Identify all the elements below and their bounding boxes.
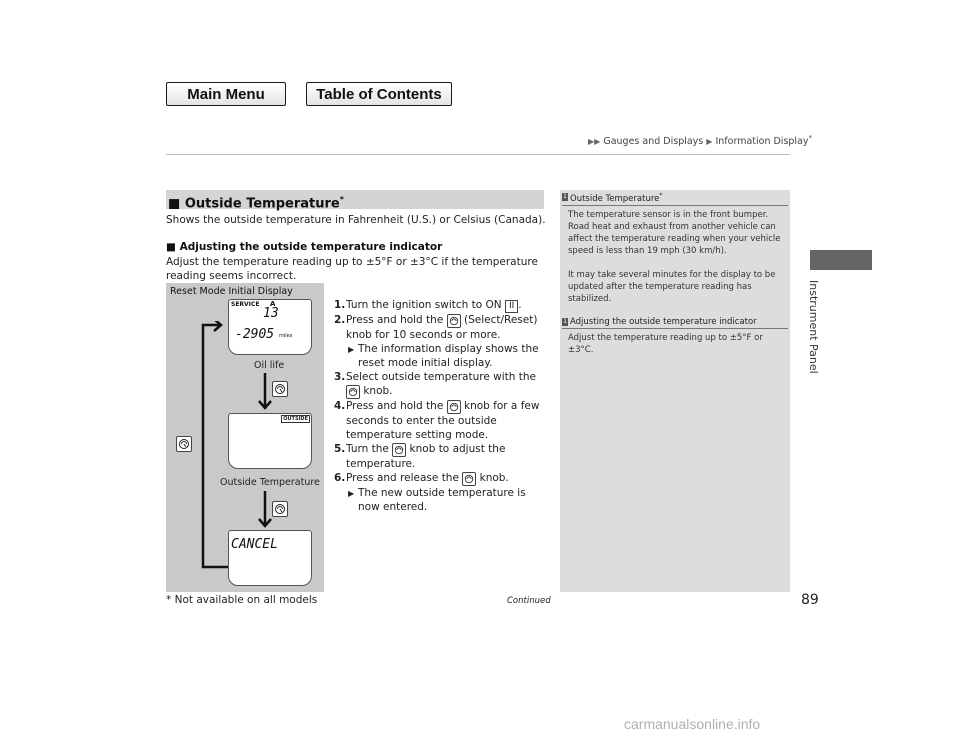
step-2: [334, 313, 549, 342]
step-6-result: [334, 486, 549, 514]
step-3: [334, 370, 549, 399]
ignition-on-key: II: [505, 300, 518, 313]
side-tab-marker: [810, 250, 872, 270]
page-number: 89: [801, 592, 819, 608]
step-text: Turn the: [346, 443, 389, 455]
step-text: Press and hold the: [346, 400, 444, 412]
subsection-text: Adjust the temperature reading up to ±5°F or ±3°C if the temperature reading seems incorrect.: [166, 256, 538, 282]
note-1-body: [560, 206, 790, 305]
section-asterisk: *: [339, 195, 344, 204]
square-bullet-icon: ■: [166, 241, 176, 253]
step-2-result: [334, 342, 549, 370]
note-paragraph: It may take several minutes for the display to be updated after the temperature reading has stabilized.: [568, 269, 776, 304]
main-menu-button[interactable]: Main Menu: [166, 82, 286, 106]
note-2-title: [562, 317, 788, 329]
step-6: [334, 471, 549, 486]
subsection-heading: [166, 241, 442, 253]
result-arrow-icon: ▶: [348, 345, 355, 354]
note-2-body: [560, 329, 790, 356]
note-title-text: Adjusting the outside temperature indicator: [570, 316, 757, 327]
step-text: knob.: [479, 472, 509, 484]
diagram-title: Reset Mode Initial Display: [170, 286, 293, 297]
step-text: (Select/Reset) knob for 10 seconds or more.: [346, 314, 538, 341]
note-paragraph: Adjust the temperature reading up to ±5°F or ±3°C.: [568, 332, 763, 355]
note-title-text: Outside Temperature: [570, 193, 660, 204]
step-number: 6.: [334, 472, 346, 484]
breadcrumb-arrow-icon: ▶: [706, 137, 713, 147]
lcd-cancel-text: CANCEL: [231, 537, 278, 552]
step-text: Press and release the: [346, 472, 459, 484]
note-marker-icon: 1: [563, 317, 567, 325]
step-number: 5.: [334, 443, 346, 455]
step-number: 3.: [334, 371, 346, 383]
step-number: 4.: [334, 400, 346, 412]
table-of-contents-button[interactable]: Table of Contents: [306, 82, 452, 106]
notes-panel: [560, 190, 790, 592]
step-result-text: The new outside temperature is now entered.: [358, 487, 526, 513]
step-text: knob.: [363, 385, 393, 397]
step-text: .: [518, 299, 522, 311]
step-4: [334, 399, 549, 442]
continued-label: Continued: [507, 596, 551, 606]
select-reset-knob-icon: [447, 400, 461, 414]
watermark: carmanualsonline.info: [624, 716, 761, 732]
select-reset-knob-icon: [462, 472, 476, 486]
display-screen-cancel: [228, 530, 312, 586]
loop-arrow-icon: [194, 321, 228, 569]
note-marker-icon: 1: [563, 193, 567, 200]
step-text: Press and hold the: [346, 314, 444, 326]
lcd-service-code: A: [270, 300, 276, 308]
breadcrumb-arrow-icon: ▶▶: [588, 137, 601, 147]
section-heading: [166, 190, 544, 212]
select-reset-knob-icon: [447, 314, 461, 328]
lcd-service-label: SERVICE: [231, 301, 260, 308]
square-bullet-icon: ■: [168, 196, 181, 212]
result-arrow-icon: ▶: [348, 489, 355, 498]
step-text: knob for a few seconds to enter the outside temperature setting mode.: [346, 400, 540, 441]
note-1-title: [562, 192, 788, 206]
footnote: * Not available on all models: [166, 594, 318, 606]
procedure-steps: [334, 298, 549, 514]
breadcrumb-info-display-link[interactable]: Information Display: [715, 136, 809, 148]
select-reset-knob-icon: [392, 443, 406, 457]
header-divider: [166, 154, 790, 155]
step-text: Select outside temperature with the: [346, 371, 536, 383]
outside-temperature-label: Outside Temperature: [220, 477, 320, 488]
breadcrumb: [588, 134, 812, 147]
select-reset-knob-icon: [272, 501, 288, 517]
step-number: 1.: [334, 299, 346, 311]
display-diagram: [166, 283, 324, 592]
down-arrow-icon: [258, 373, 272, 411]
display-screen-outside-temp: [228, 413, 312, 469]
step-result-text: The information display shows the reset mode initial display.: [358, 343, 539, 369]
lcd-miles-unit: miles: [279, 333, 293, 339]
select-reset-knob-icon: [176, 436, 192, 452]
lcd-oil-value: 13: [263, 306, 279, 321]
step-1: [334, 298, 549, 313]
note-paragraph: The temperature sensor is in the front bumper. Road heat and exhaust from another vehicle can affect the temperature reading when your vehicle speed is less than 19 mph (30 km/h).: [568, 209, 781, 256]
breadcrumb-asterisk: *: [808, 134, 813, 142]
lcd-outside-tag: OUTSIDE: [283, 416, 308, 422]
side-section-label: Instrument Panel: [807, 280, 820, 374]
select-reset-knob-icon: [346, 385, 360, 399]
breadcrumb-gauges-link[interactable]: Gauges and Displays: [603, 136, 704, 148]
step-text: Turn the ignition switch to ON: [346, 299, 502, 311]
step-number: 2.: [334, 314, 346, 326]
lcd-odometer: -2905: [235, 327, 275, 342]
note-asterisk: *: [659, 192, 663, 199]
select-reset-knob-icon: [272, 381, 288, 397]
section-intro: Shows the outside temperature in Fahrenheit (U.S.) or Celsius (Canada).: [166, 214, 546, 226]
step-5: [334, 442, 549, 471]
subsection-title: Adjusting the outside temperature indicator: [179, 241, 443, 253]
step-text: knob to adjust the temperature.: [346, 443, 506, 470]
oil-life-label: Oil life: [254, 360, 285, 371]
display-screen-oil-life: [228, 299, 312, 355]
section-title: Outside Temperature: [184, 196, 340, 212]
down-arrow-icon: [258, 491, 272, 529]
